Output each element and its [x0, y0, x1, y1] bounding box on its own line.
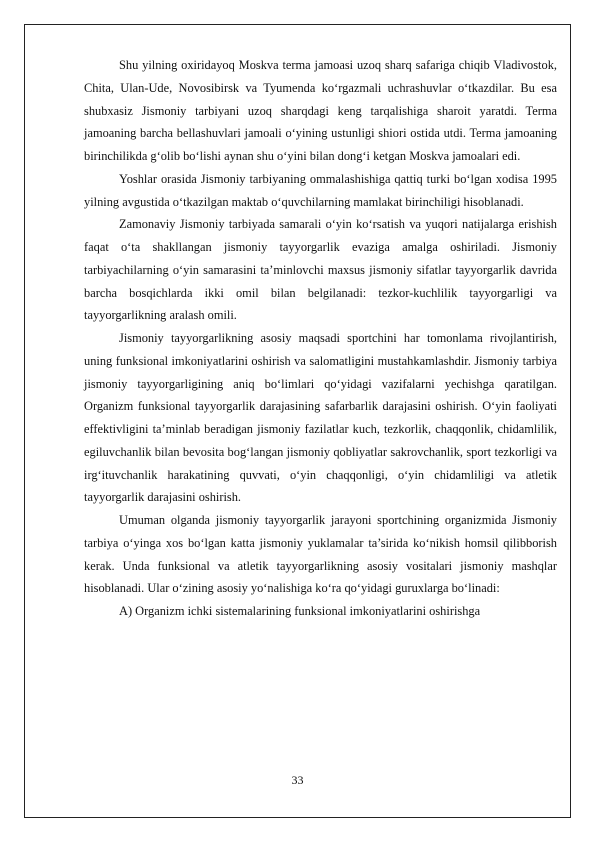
paragraph-school-championship: Yoshlar orasida Jismoniy tarbiyaning ommalashishiga qattiq turki bo‘lgan xodisa 1995 yilning avgustida o‘tkazilgan maktab o‘quvchilarning mamlakat birinchiligi hisoblanadi. — [84, 171, 557, 209]
document-body — [84, 54, 557, 623]
paragraph-list-item-a: A) Organizm ichki sistemalarining funksional imkoniyatlarini oshirishga — [119, 604, 481, 618]
paragraph-training-process: Umuman olganda jismoniy tayyorgarlik jarayoni sportchining organizmida Jismoniy tarbiya o‘yinga xos bo‘lgan katta jismoniy yuklamalar ta’sirida ko‘nikish homsil qilibborish kerak. Unda funksional va atletik tayyorgarlikning asosiy vositalari jismoniy mashqlar hisoblanadi. Ular o‘zining asosiy yo‘nalishiga ko‘ra qo‘yidagi guruxlarga bo‘linadi: — [84, 513, 557, 596]
paragraph-physical-preparation-goals: Jismoniy tayyorgarlikning asosiy maqsadi sportchini har tomonlama rivojlantirish, uning funksional imkoniyatlarini oshirish va salomatligini mustahkamlashdir. Jismoniy tarbiya jismoniy tayyorgarligining aniq bo‘limlari qo‘yidagi vazifalarni yechishga qaratilgan. Organizm funksional tayyorgarlik darajasining safarbarlik darajasini oshirish. O‘yin faoliyati effektivligini ta’minlab beradigan jismoniy fazilatlar kuch, tezkorlik, chaqqonlik, chidamlilik, egiluvchanlik bilan bevosita bog‘langan jismoniy qobliyatlar sakrovchanlik, sport tezkorligi va irg‘ituvchanlik harakatining quvvati, o‘yin chaqqonligi, o‘yin chidamliligi va atletik tayyorgarlik darajasini oshirish. — [84, 331, 557, 505]
paragraph-moskva-tour: Shu yilning oxiridayoq Moskva terma jamoasi uzoq sharq safariga chiqib Vladivostok, Chita, Ulan-Ude, Novosibirsk va Tyumenda ko‘rgazmali uchrashuvlar o‘tkazdilar. Bu esa shubxasiz Jismoniy tarbiyani uzoq sharqdagi keng tarqalishiga sharoit yaratdi. Terma jamoaning barcha bellashuvlari jamoali o‘yining ustunligi shiori ostida utdi. Terma jamoaning birinchilikda g‘olib bo‘lishi aynan shu o‘yini bilan dong‘i ketgan Moskva jamoalari edi. — [84, 58, 557, 163]
paragraph-modern-training: Zamonaviy Jismoniy tarbiyada samarali o‘yin ko‘rsatish va yuqori natijalarga erishish faqat o‘ta shakllangan jismoniy tayyorgarlik evaziga amalga oshiriladi. Jismoniy tarbiyachilarning o‘yin samarasini ta’minlovchi maxsus jismoniy sifatlar tayyorgarlik davrida barcha bosqichlarda ikki omil bilan belgilanadi: tezkor-kuchlilik tayyorgarligi va tayyorgarlikning aralash omili. — [84, 217, 557, 323]
page-number: 33 — [291, 773, 304, 787]
